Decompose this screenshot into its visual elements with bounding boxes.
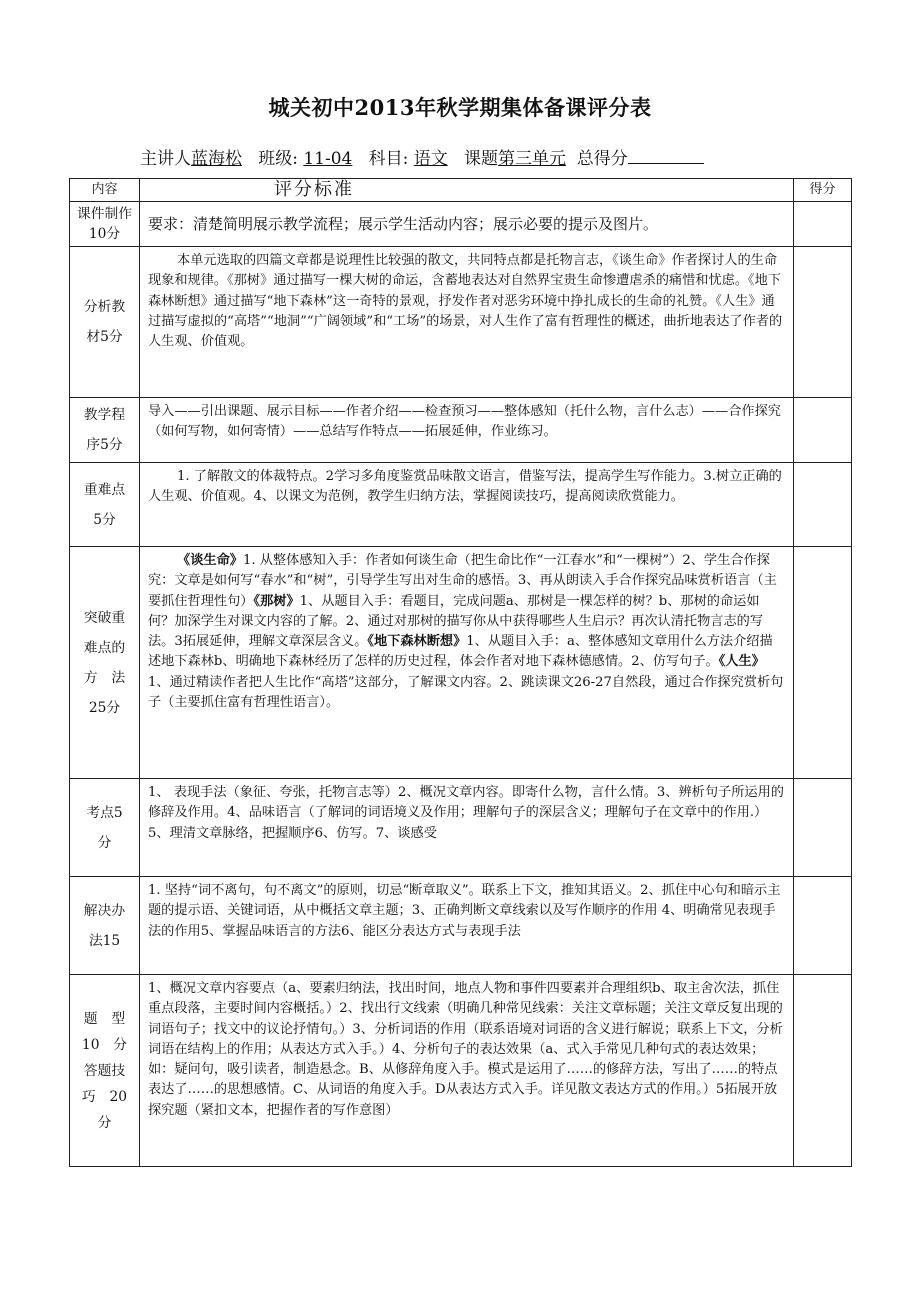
row-score[interactable] xyxy=(794,975,852,1167)
row-label-line: 考点5 xyxy=(86,804,123,821)
row-score[interactable] xyxy=(794,247,852,398)
row-criteria xyxy=(140,398,794,463)
table-row xyxy=(70,398,852,463)
row-label-line: 分 xyxy=(97,1114,112,1131)
row-label xyxy=(70,877,140,975)
class-value: 11-04 xyxy=(303,149,353,169)
speaker-value: 蓝海松 xyxy=(191,149,242,169)
essay-title: 《地下森林断想》 xyxy=(367,634,467,650)
criteria-text: 导入——引出课题、展示目标——作者介绍——检查预习——整体感知（托什么物，言什么志）——合作探究（如何写物，如何寄情）——总结写作特点——拓展延伸，作业练习。 xyxy=(148,404,781,440)
row-label xyxy=(70,463,140,547)
criteria-text: 1. 从整体感知入手：作者如何谈生命（把生命比作“一江春水”和“一棵树”）2、学生合作探究：文章是如何写“春水”和“树”，引导学生写出对生命的感悟。3、再从朗读入手合作探究品味赏析语言（主要抓住哲理性句） xyxy=(148,553,777,609)
row-label-line: 突破重 xyxy=(83,609,126,626)
row-label xyxy=(70,975,140,1167)
row-score[interactable] xyxy=(794,202,852,247)
row-label-line: 题 型 xyxy=(83,1010,126,1027)
class-label: 班级: xyxy=(258,149,298,169)
row-label-line: 巧 20 xyxy=(81,1088,128,1105)
table-row xyxy=(70,202,852,247)
row-label-line: 材5分 xyxy=(86,329,123,345)
header-content: 内容 xyxy=(70,179,140,202)
row-label xyxy=(70,547,140,779)
row-label xyxy=(70,398,140,463)
row-label-line: 教学程 xyxy=(83,407,126,423)
total-blank xyxy=(628,147,704,164)
criteria-text: 1、概况文章内容要点（a、要素归纳法，找出时间，地点人物和事件四要素并合理组织b、取主舍次法，抓住重点段落，主要时间内容概括。）2、找出行文线索（明确几种常见线索：关注文章标题；关注文章反复出现的词语句子；找文中的议论抒情句。）3、分析词语的作用（联系语境对词语的含义进行解说；联系上下文，分析词语在结构上的作用；从表达方式入手。）4、分析句子的表达效果（a、式入手常见几种句式的表达效果；如：疑问句，吸引读者，制造悬念。B、从修辞角度入手。模式是运用了……的修辞方法，写出了……的特点表达了……的思想感情。C、从词语的角度入手。D从表达方式入手。详见散文表达方式的作用。）5拓展开放探究题（紧扣文本，把握作者的写作意图） xyxy=(148,981,783,1118)
table-row xyxy=(70,877,852,975)
criteria-text: 1、从题目入手：看题目，完成问题a、那树是一棵怎样的树？b、那树的命运如何？加深学生对课文内容的了解。2、通过对那树的描写你从中获得哪些人生启示？再次认清托物言志的写法。3拓展延伸，理解文章深层含义。 xyxy=(148,593,764,650)
row-label-line: 方 法 xyxy=(83,669,126,686)
row-label-line: 10 分 xyxy=(81,1036,128,1053)
row-label xyxy=(70,247,140,398)
criteria-text: 1、 表现手法（象征、夸张，托物言志等）2、概况文章内容。即寄什么物，言什么情。3、辨析句子所运用的修辞及作用。4、品味语言（了解词的词语境义及作用；理解句子的深层含义；理解句子在文章中的作用.）5、理清文章脉络，把握顺序6、仿写。7、谈感受 xyxy=(148,785,784,841)
row-criteria xyxy=(140,975,794,1167)
row-label-line: 重难点 xyxy=(83,481,126,498)
criteria-text: 1. 了解散文的体裁特点。2学习多角度鉴赏品味散文语言，借鉴写法，提高学生写作能力。3.树立正确的人生观、价值观。4、以课文为范例，教学生归纳方法，掌握阅读技巧，提高阅读欣赏能力。 xyxy=(148,469,782,505)
table-row xyxy=(70,779,852,877)
table-row xyxy=(70,247,852,398)
criteria-text: 要求：清楚简明展示教学流程；展示学生活动内容；展示必要的提示及图片。 xyxy=(148,215,659,234)
row-label-line: 难点的 xyxy=(83,639,126,656)
row-score[interactable] xyxy=(794,398,852,463)
table-row xyxy=(70,547,852,779)
row-label-line: 序5分 xyxy=(86,437,123,453)
row-label-line: 法15 xyxy=(88,932,121,949)
subject-value: 语文 xyxy=(413,149,448,169)
row-label-line: 课件制作 xyxy=(76,206,133,222)
table-row xyxy=(70,463,852,547)
row-label-line: 答题技 xyxy=(83,1062,126,1079)
total-label: 总得分 xyxy=(576,149,628,169)
row-label-line: 10分 xyxy=(88,226,121,242)
table-body xyxy=(70,202,852,1167)
table-header-row xyxy=(70,179,852,202)
topic-label: 课题 xyxy=(463,149,498,169)
header-standard: 评分标准 xyxy=(140,179,794,202)
row-label-line: 5分 xyxy=(93,511,116,528)
row-label xyxy=(70,202,140,247)
subject-label: 科目: xyxy=(368,149,409,169)
row-score[interactable] xyxy=(794,547,852,779)
row-label-line: 分 xyxy=(97,834,112,851)
criteria-text: 1、通过精读作者把人生比作“高塔”这部分，了解课文内容。2、跳读课文26-27自然段，通过合作探究赏析句子（主要抓住富有哲理性语言）。 xyxy=(148,674,784,711)
speaker-label: 主讲人 xyxy=(140,149,191,169)
row-criteria xyxy=(140,202,794,247)
row-criteria xyxy=(140,877,794,975)
essay-title: 《谈生命》 xyxy=(177,553,243,568)
row-score[interactable] xyxy=(794,877,852,975)
table-row xyxy=(70,975,852,1167)
row-criteria xyxy=(140,547,794,779)
topic-value: 第三单元 xyxy=(497,149,566,169)
row-label-line: 分析教 xyxy=(83,299,126,315)
page-title: 城关初中2013年秋学期集体备课评分表 xyxy=(268,95,652,120)
essay-title: 《人生》 xyxy=(718,654,765,670)
criteria-text: 1、从题目入手：a、整体感知文章用什么方法介绍描述地下森林b、明确地下森林经历了怎样的历史过程，体会作者对地下森林德感情。2、仿写句子。 xyxy=(148,634,773,670)
row-criteria xyxy=(140,463,794,547)
meta-line xyxy=(140,144,704,169)
row-criteria xyxy=(140,779,794,877)
row-label-line: 解决办 xyxy=(83,902,126,919)
row-label xyxy=(70,779,140,877)
row-criteria xyxy=(140,247,794,398)
row-score[interactable] xyxy=(794,779,852,877)
criteria-text: 本单元选取的四篇文章都是说理性比较强的散文，共同特点都是托物言志，《谈生命》作者探讨人的生命现象和规律。《那树》通过描写一棵大树的命运，含蓄地表达对自然界宝贵生命惨遭虐杀的痛惜和忧虑。《地下森林断想》通过描写“地下森林”这一奇特的景观，抒发作者对恶劣环境中挣扎成长的生命的礼赞。《人生》通过描写虚拟的“高塔”“地洞”“广阔领域”和“工场”的场景，对人生作了富有哲理性的概述，曲折地表达了作者的人生观、价值观。 xyxy=(148,253,783,350)
row-label-line: 25分 xyxy=(88,699,121,716)
row-score[interactable] xyxy=(794,463,852,547)
essay-title: 《那树》 xyxy=(253,593,300,609)
criteria-text: 1. 坚持“词不离句，句不离文”的原则，切忌“断章取义”。联系上下文，推知其语义。2、抓住中心句和暗示主题的提示语、关键词语，从中概括文章主题；3、正确判断文章线索以及写作顺序的作用 4、明确常见表现手法的作用5、掌握品味语言的方法6、能区分表达方式与表现手法 xyxy=(148,883,781,939)
header-score: 得分 xyxy=(794,179,852,202)
score-table xyxy=(69,178,852,1167)
